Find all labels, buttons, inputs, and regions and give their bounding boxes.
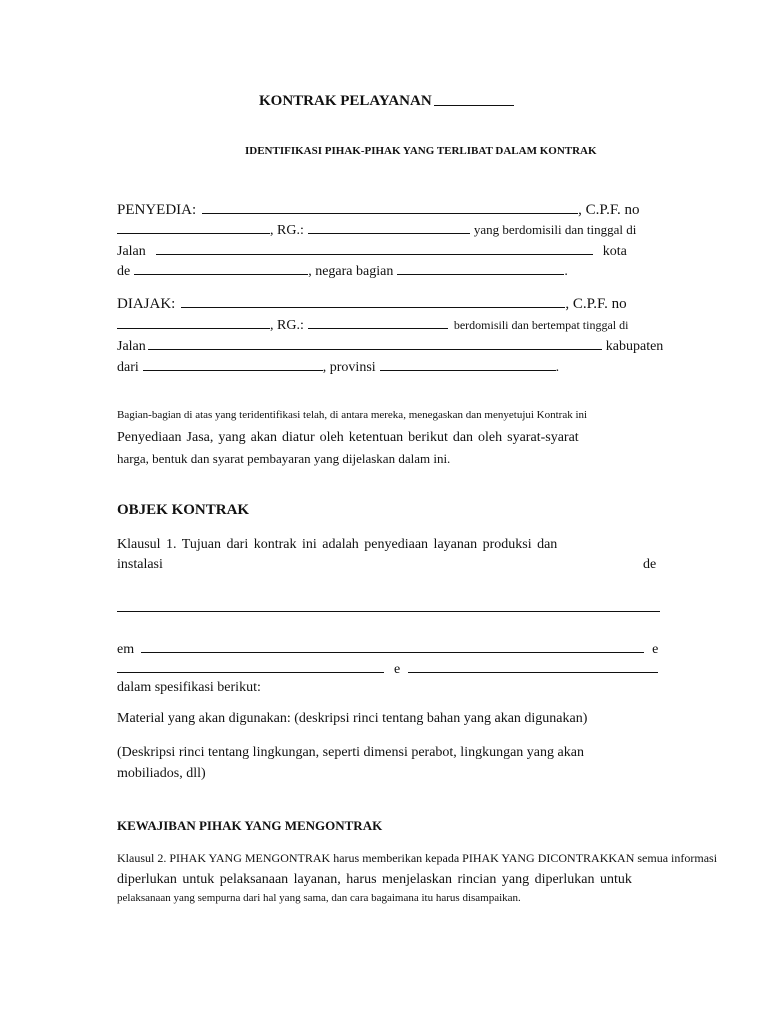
location-line	[117, 640, 658, 657]
provider-street-field[interactable]	[156, 242, 593, 255]
provider-domicile-text: yang berdomisili dan tinggal di	[473, 222, 637, 237]
provider-rg-label: , RG.:	[270, 223, 304, 238]
provider-end: .	[564, 264, 568, 279]
service-description-field[interactable]	[117, 611, 660, 612]
e-label-1: e	[652, 642, 659, 657]
environment-line-1: (Deskripsi rinci tentang lingkungan, seperti dimensi perabot, lingkungan yang akan	[117, 745, 584, 760]
document-title	[259, 94, 514, 109]
provider-city-field[interactable]	[134, 262, 308, 275]
provider-de-label: de	[117, 264, 131, 279]
client-cpf-field[interactable]	[117, 316, 270, 329]
client-label: DIAJAK:	[117, 296, 176, 312]
client-end: .	[555, 360, 560, 375]
preamble-line-2: Penyediaan Jasa, yang akan diatur oleh ketentuan berikut dan oleh syarat-syarat	[117, 430, 579, 445]
provider-line-1	[117, 201, 640, 218]
preamble-line-3: harga, bentuk dan syarat pembayaran yang dijelaskan dalam ini.	[117, 451, 451, 466]
additional-field-1[interactable]	[117, 660, 384, 673]
clause-2-line-1: Klausul 2. PIHAK YANG MENGONTRAK harus memberikan kepada PIHAK YANG DICONTRAKKAN semua informasi	[117, 851, 718, 865]
client-domicile-text: berdomisili dan bertempat tinggal di	[453, 318, 629, 332]
additional-field-2[interactable]	[408, 660, 658, 673]
client-province-field[interactable]	[380, 358, 556, 371]
provider-state-label: , negara bagian	[308, 264, 394, 279]
client-cpf-label: , C.P.F. no	[565, 296, 627, 312]
clause-2-line-3: pelaksanaan yang sempurna dari hal yang sama, dan cara bagaimana itu harus disampaikan.	[117, 892, 521, 904]
client-name-field[interactable]	[181, 295, 565, 308]
object-heading: OBJEK KONTRAK	[117, 502, 250, 518]
obligations-heading: KEWAJIBAN PIHAK YANG MENGONTRAK	[117, 818, 383, 833]
provider-cpf-field[interactable]	[117, 221, 270, 234]
client-line-4	[117, 358, 559, 375]
client-rg-field[interactable]	[308, 316, 448, 329]
document-title-text: KONTRAK PELAYANAN	[259, 93, 432, 109]
provider-name-field[interactable]	[202, 201, 578, 214]
environment-line-2: mobiliados, dll)	[117, 766, 206, 781]
provider-rg-field[interactable]	[308, 221, 470, 234]
client-line-3	[117, 337, 663, 354]
specification-text: dalam spesifikasi berikut:	[117, 680, 261, 695]
client-regency-label: kabupaten	[605, 339, 664, 354]
clause-1-line-1: Klausul 1. Tujuan dari kontrak ini adalah penyediaan layanan produksi dan	[117, 537, 558, 552]
preamble-line-1: Bagian-bagian di atas yang teridentifikasi telah, di antara mereka, menegaskan dan menyetujui Kontrak ini	[117, 409, 588, 421]
em-label: em	[117, 642, 135, 657]
client-line-1	[117, 295, 627, 312]
provider-label: PENYEDIA:	[117, 202, 197, 218]
document-subtitle: IDENTIFIKASI PIHAK-PIHAK YANG TERLIBAT DALAM KONTRAK	[245, 145, 597, 157]
client-province-label: , provinsi	[322, 360, 376, 375]
provider-street-label: Jalan	[117, 244, 146, 259]
client-rg-label: , RG.:	[270, 318, 304, 333]
client-line-2	[117, 316, 628, 333]
location-field[interactable]	[141, 640, 644, 653]
provider-line-2	[117, 221, 636, 238]
client-regency-field[interactable]	[143, 358, 323, 371]
clause-2-line-2: diperlukan untuk pelaksanaan layanan, harus menjelaskan rincian yang diperlukan untuk	[117, 872, 632, 887]
provider-cpf-label: , C.P.F. no	[578, 202, 640, 218]
client-street-label: Jalan	[117, 339, 146, 354]
clause-1-de: de	[643, 557, 657, 572]
client-from-label: dari	[117, 360, 139, 375]
e-label-2: e	[394, 662, 401, 677]
provider-city-label: kota	[602, 244, 627, 259]
clause-1-installation: instalasi	[117, 557, 163, 572]
additional-line	[117, 660, 658, 677]
title-underline	[434, 105, 514, 106]
client-street-field[interactable]	[148, 337, 602, 350]
material-text: Material yang akan digunakan: (deskripsi rinci tentang bahan yang akan digunakan)	[117, 711, 588, 726]
provider-line-3	[117, 242, 627, 259]
provider-line-4	[117, 262, 568, 279]
provider-state-field[interactable]	[397, 262, 564, 275]
